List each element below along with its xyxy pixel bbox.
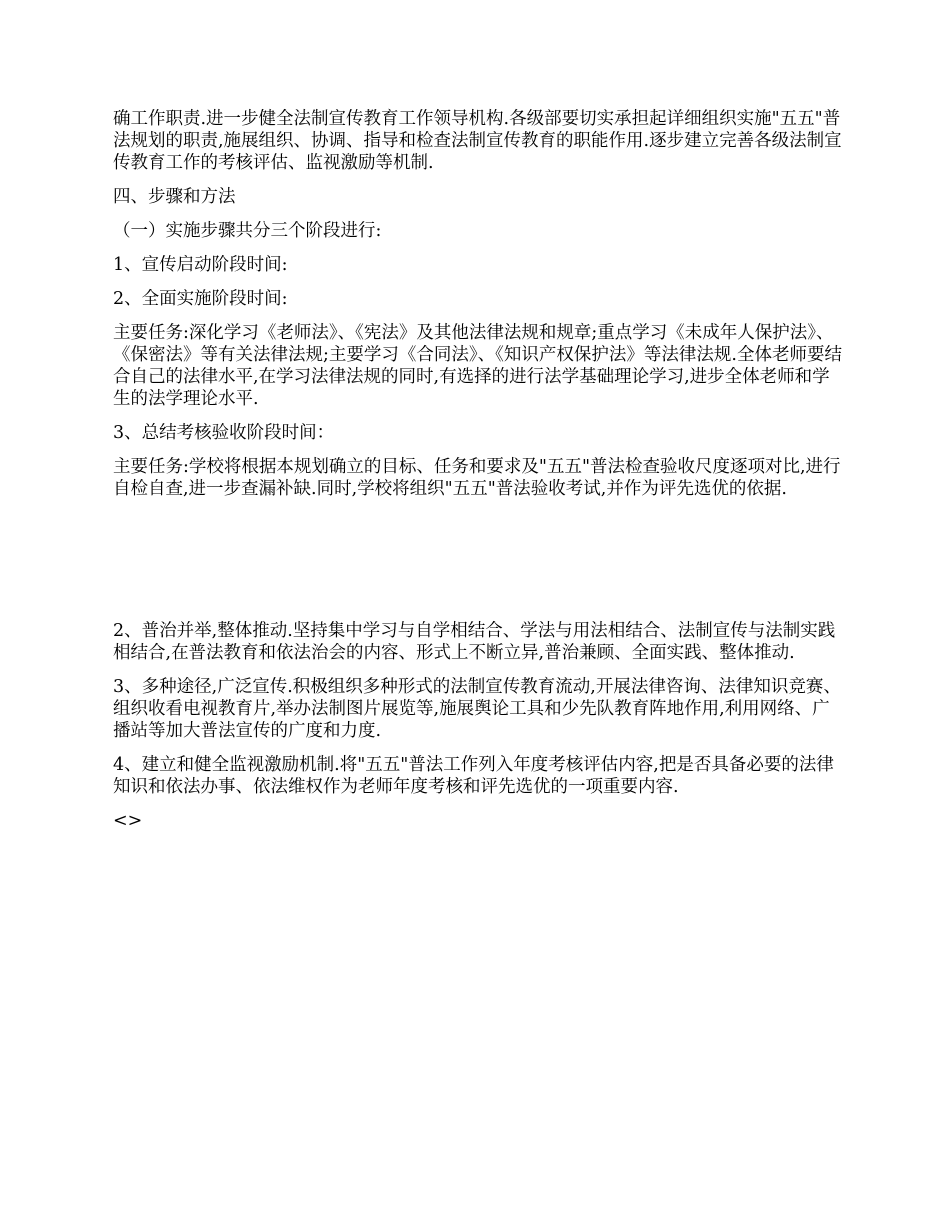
point-3-paragraph: 3、多种途径,广泛宣传.积极组织多种形式的法制宣传教育流动,开展法律咨询、法律知识竞赛、组织收看电视教育片,举办法制图片展览等,施展舆论工具和少先队教育阵地作用,利用网络、广播站等加大普法宣传的广度和力度. (113, 677, 841, 741)
stage-2-tasks: 主要任务:深化学习《老师法》、《宪法》及其他法律法规和规章;重点学习《未成年人保护法》、《保密法》等有关法律法规;主要学习《合同法》、《知识产权保护法》等法律法规.全体老师要结合自己的法律水平,在学习法律法规的同时,有选择的进行法学基础理论学习,进步全体老师和学生的法学理论水平. (113, 323, 842, 409)
document-section-2 (113, 620, 843, 844)
stage-1-label: 1、宣传启动阶段时间: (113, 255, 288, 275)
point-2-paragraph: 2、普治并举,整体推动.坚持集中学习与自学相结合、学法与用法相结合、法制宣传与法制实践相结合,在普法教育和依法治会的内容、形式上不断立异,普治兼顾、全面实践、整体推动. (113, 621, 836, 663)
paragraph-responsibilities: 确工作职责.进一步健全法制宣传教育工作领导机构.各级部要切实承担起详细组织实施"五五"普法规划的职责,施展组织、协调、指导和检查法制宣传教育的职能作用.逐步建立完善各级法制宣传教育工作的考核评估、监视激励等机制. (113, 109, 842, 173)
document-section-1 (113, 108, 843, 512)
stage-3-label: 3、总结考核验收阶段时间： (113, 423, 335, 443)
subheading-implementation-steps: （一）实施步骤共分三个阶段进行: (113, 221, 382, 241)
stage-3-tasks: 主要任务:学校将根据本规划确立的目标、任务和要求及"五五"普法检查验收尺度逐项对比,进行自检自查,进一步查漏补缺.同时,学校将组织"五五"普法验收考试,并作为评先选优的依据. (113, 457, 841, 499)
stage-2-label: 2、全面实施阶段时间: (113, 289, 288, 309)
point-4-paragraph: 4、建立和健全监视激励机制.将"五五"普法工作列入年度考核评估内容,把是否具备必要的法律知识和依法办事、依法维权作为老师年度考核和评先选优的一项重要内容. (113, 755, 834, 797)
heading-steps-and-methods: 四、步骤和方法 (113, 187, 236, 207)
trailing-marker: <> (113, 811, 143, 831)
